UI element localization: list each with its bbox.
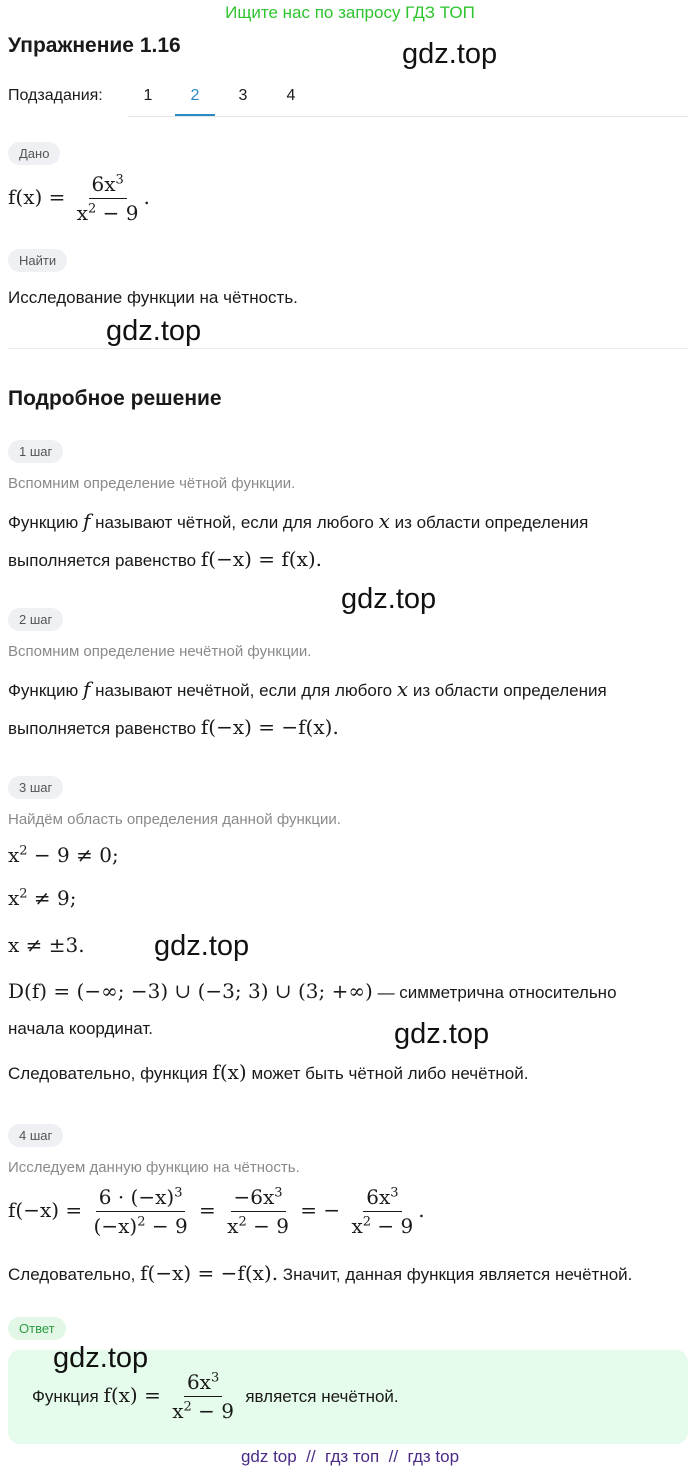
find-badge: Найти: [8, 249, 67, 272]
watermark: gdz.top: [394, 1018, 490, 1050]
watermark: gdz.top: [53, 1342, 149, 1374]
step-3-line-3: x ≠ ±3.: [8, 933, 85, 957]
tab-3[interactable]: 3: [238, 87, 248, 104]
tabs-divider: [128, 116, 688, 117]
solution-title: Подробное решение: [8, 387, 222, 410]
footer-links[interactable]: gdz top // гдз топ // гдз top: [240, 1447, 460, 1466]
step-2-badge: 2 шаг: [8, 608, 63, 631]
watermark: gdz.top: [341, 583, 437, 615]
section-divider: [8, 348, 688, 349]
step-3-note: Найдём область определения данной функции.: [8, 811, 341, 828]
active-tab-indicator: [175, 114, 215, 116]
tab-1[interactable]: 1: [143, 87, 153, 104]
step-4-badge: 4 шаг: [8, 1124, 63, 1147]
step-1-text: Функцию f называют чётной, если для любого x из области определения выполняется равенство f(−x) = f(x).: [8, 509, 589, 571]
step-4-conclusion: Следовательно, f(−x) = −f(x). Значит, данная функция является нечётной.: [8, 1261, 633, 1285]
step-4-note: Исследуем данную функцию на чётность.: [8, 1159, 300, 1176]
top-banner[interactable]: Ищите нас по запросу ГДЗ ТОП: [225, 3, 475, 22]
step-3-line-1: $x^2 - 9 \ne 0$;: [8, 843, 119, 867]
step-3-domain: D(f) = (−∞; −3) ∪ (−3; 3) ∪ (3; +∞) — симметрична относительно начала координат.: [8, 979, 617, 1038]
find-text: Исследование функции на чётность.: [8, 288, 298, 307]
given-badge: Дано: [8, 142, 60, 165]
step-1-badge: 1 шаг: [8, 440, 63, 463]
tab-2[interactable]: 2: [190, 87, 200, 104]
step-3-conclusion: Следовательно, функция f(x) может быть чётной либо нечётной.: [8, 1060, 529, 1084]
step-2-text: Функцию f называют нечётной, если для любого x из области определения выполняется равенство f(−x) = −f(x).: [8, 677, 607, 739]
given-formula: f(x) = $\frac{6x^3}{x^2 - 9}$ .: [8, 172, 150, 225]
watermark: gdz.top: [154, 930, 250, 962]
subtasks-label: Подзадания:: [8, 87, 103, 104]
tab-4[interactable]: 4: [286, 87, 296, 104]
page-title: Упражнение 1.16: [8, 34, 181, 57]
step-4-formula: f(−x) = $\frac{6 \cdot (-x)^3}{(-x)^2 - 9}$ = $\frac{-6x^3}{x^2 - 9}$ = − $\frac{6x^3}{x^2 - 9}$ .: [8, 1185, 425, 1238]
step-1-note: Вспомним определение чётной функции.: [8, 475, 296, 492]
step-3-line-2: $x^2 \ne 9$;: [8, 886, 77, 910]
answer-text: Функция f(x) = $\frac{6x^3}{x^2 - 9}$ является нечётной.: [32, 1370, 399, 1423]
watermark: gdz.top: [402, 38, 498, 70]
watermark: gdz.top: [106, 315, 202, 347]
step-3-badge: 3 шаг: [8, 776, 63, 799]
step-2-note: Вспомним определение нечётной функции.: [8, 643, 312, 660]
answer-badge: Ответ: [8, 1317, 66, 1340]
